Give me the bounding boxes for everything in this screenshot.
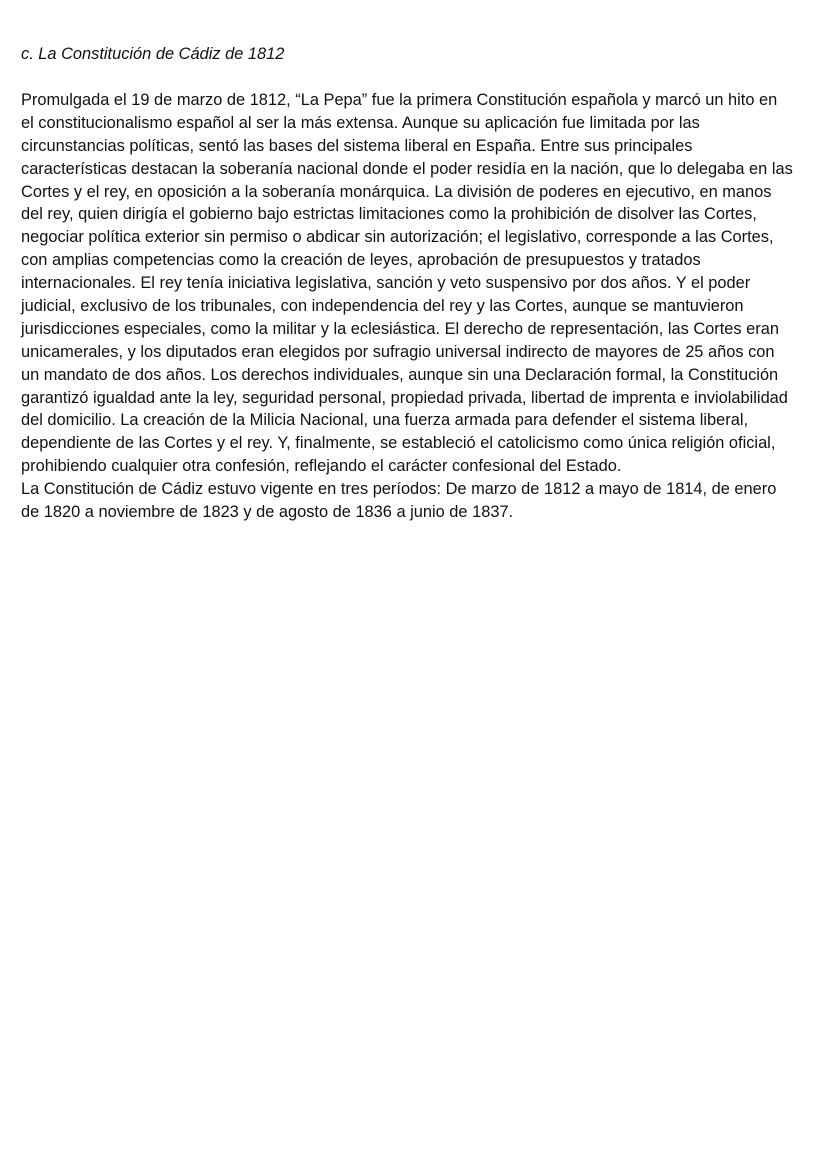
section-body [21, 89, 793, 524]
text-line: características destacan la soberanía nacional donde el poder residía en la nación, que lo delegaba en las [21, 159, 793, 178]
text-line: jurisdicciones especiales, como la militar y la eclesiástica. El derecho de representación, las Cortes eran [21, 319, 779, 338]
text-line: negociar política exterior sin permiso o abdicar sin autorización; el legislativo, corresponde a las Cortes, [21, 228, 774, 247]
text-line: judicial, exclusivo de los tribunales, con independencia del rey y las Cortes, aunque se mantuvieron [21, 297, 744, 316]
text-line: prohibiendo cualquier otra confesión, reflejando el carácter confesional del Estado. [21, 457, 622, 476]
text-line: Promulgada el 19 de marzo de 1812, “La Pepa” fue la primera Constitución española y marcó un hito en [21, 91, 778, 109]
text-line: circunstancias políticas, sentó las bases del sistema liberal en España. Entre sus principales [21, 136, 693, 155]
text-line: del rey, quien dirigía el gobierno bajo estrictas limitaciones como la prohibición de disolver las Cortes, [21, 205, 757, 224]
text-line: con amplias competencias como la creación de leyes, aprobación de presupuestos y tratados [21, 251, 701, 270]
text-line: La Constitución de Cádiz estuvo vigente en tres períodos: De marzo de 1812 a mayo de 1814, de enero [21, 480, 777, 499]
text-line: de 1820 a noviembre de 1823 y de agosto de 1836 a junio de 1837. [21, 503, 514, 522]
text-line: garantizó igualdad ante la ley, seguridad personal, propiedad privada, libertad de imprenta e inviolabilidad [21, 388, 788, 407]
text-line: del domicilio. La creación de la Milicia Nacional, una fuerza armada para defender el sistema liberal, [21, 411, 749, 430]
text-line: internacionales. El rey tenía iniciativa legislativa, sanción y veto suspensivo por dos años. Y el poder [21, 274, 751, 293]
text-line: Cortes y el rey, en oposición a la soberanía monárquica. La división de poderes en ejecutivo, en manos [21, 182, 772, 201]
text-line: dependiente de las Cortes y el rey. Y, finalmente, se estableció el catolicismo como única religión oficial, [21, 434, 776, 453]
section-heading: c. La Constitución de Cádiz de 1812 [21, 45, 285, 63]
text-line: unicamerales, y los diputados eran elegidos por sufragio universal indirecto de mayores de 25 años con [21, 342, 775, 361]
text-line: un mandato de dos años. Los derechos individuales, aunque sin una Declaración formal, la Constitución [21, 365, 779, 384]
text-line: el constitucionalismo español al ser la más extensa. Aunque su aplicación fue limitada por las [21, 113, 700, 132]
